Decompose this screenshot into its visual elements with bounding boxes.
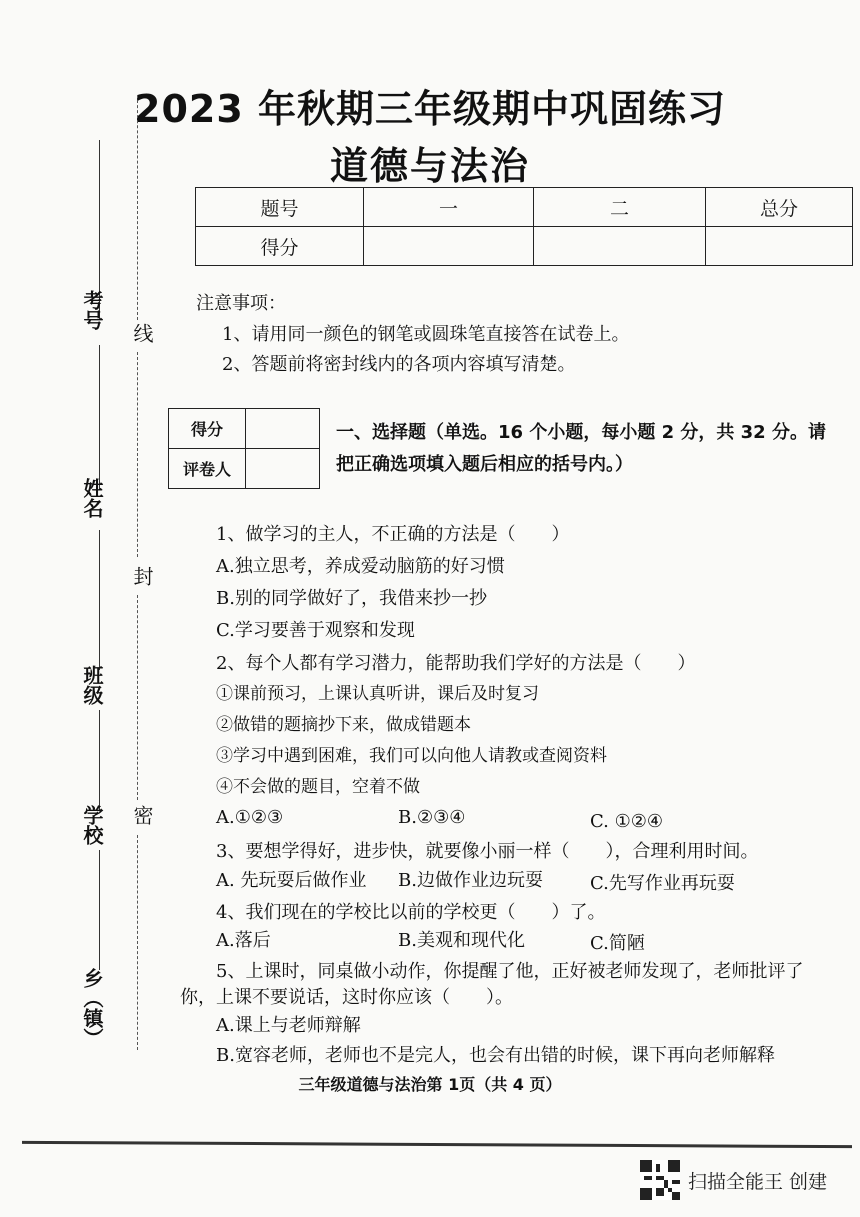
question-option: C. ①②④ [590,811,663,832]
score-header-cell: 题号 [196,188,364,227]
question-item: ②做错的题摘抄下来，做成错题本 [216,715,471,735]
score-header-cell: 一 [364,188,534,227]
question-option: A.独立思考，养成爱动脑筋的好习惯 [216,556,505,577]
watermark-text: 扫描全能王 创建 [688,1170,828,1193]
field-class: 班级 [80,665,104,705]
seal-line [137,595,138,800]
score-table [195,187,853,266]
question-option: A.落后 [216,930,271,951]
question-option: C.简陋 [590,933,645,954]
page-footer: 三年级道德与法治第 1页（共 4 页） [298,1075,562,1094]
binding-line [99,850,100,970]
scanner-watermark [640,1160,827,1200]
table-row [196,227,853,266]
page-title: 2023 年秋期三年级期中巩固练习 [134,87,726,131]
grader-score-label: 得分 [169,409,246,449]
question-option: A.①②③ [216,807,284,828]
table-row [169,449,320,489]
seal-line [137,95,138,320]
section-heading-line1: 一、选择题（单选。16 个小题，每小题 2 分，共 32 分。请 [336,422,826,443]
grader-score-cell[interactable] [246,409,320,449]
seal-char: 密 [130,805,154,825]
question-5: 5、上课时，同桌做小动作，你提醒了他，正好被老师发现了，老师批评了 [216,961,804,982]
score-cell[interactable] [534,227,706,266]
question-5-continued: 你，上课不要说话，这时你应该（ ）。 [180,987,513,1008]
question-option: B.别的同学做好了，我借来抄一抄 [216,588,487,609]
section-heading-line2: 把正确选项填入题后相应的括号内。） [336,454,633,475]
question-4: 4、我们现在的学校比以前的学校更（ ）了。 [216,902,606,923]
question-option: B.②③④ [398,807,466,828]
question-option: A. 先玩耍后做作业 [216,870,367,891]
table-row [196,188,853,227]
page-subtitle: 道德与法治 [329,144,530,188]
score-row-label: 得分 [196,227,364,266]
field-name: 姓名 [80,478,104,518]
question-option: B.边做作业边玩耍 [398,870,543,891]
seal-char: 封 [130,566,154,586]
question-option: B.宽容老师，老师也不是完人，也会有出错的时候，课下再向老师解释 [216,1045,775,1066]
seal-char: 线 [130,323,154,343]
field-exam-number: 考号 [80,290,104,330]
note-item: 1、请用同一颜色的钢笔或圆珠笔直接答在试卷上。 [222,324,630,345]
field-school: 学校 [80,805,104,845]
binding-line [99,710,100,810]
question-option: C.先写作业再玩耍 [590,873,735,894]
score-header-cell: 二 [534,188,706,227]
qr-code-icon [640,1160,680,1200]
seal-line [137,352,138,557]
question-option: A.课上与老师辩解 [216,1015,361,1036]
score-cell[interactable] [364,227,534,266]
notes-heading: 注意事项： [196,293,286,314]
binding-line [99,345,100,490]
seal-line [137,835,138,1050]
score-cell[interactable] [706,227,853,266]
score-header-cell: 总分 [706,188,853,227]
grader-name-cell[interactable] [246,449,320,489]
question-option: B.美观和现代化 [398,930,525,951]
table-row [169,409,320,449]
question-item: ③学习中遇到困难，我们可以向他人请教或查阅资料 [216,746,607,766]
bottom-rule [22,1141,852,1148]
binding-line [99,530,100,670]
question-item: ④不会做的题目，空着不做 [216,777,420,797]
question-1: 1、做学习的主人，不正确的方法是（ ） [216,524,570,545]
grader-name-label: 评卷人 [169,449,246,489]
question-item: ①课前预习，上课认真听讲，课后及时复习 [216,684,539,704]
grader-table [168,408,320,489]
field-township: 乡（镇） [80,968,104,1048]
question-option: C.学习要善于观察和发现 [216,620,415,641]
note-item: 2、答题前将密封线内的各项内容填写清楚。 [222,354,576,375]
question-3: 3、要想学得好，进步快，就要像小丽一样（ ），合理利用时间。 [216,841,759,862]
question-2: 2、每个人都有学习潜力，能帮助我们学好的方法是（ ） [216,653,696,674]
